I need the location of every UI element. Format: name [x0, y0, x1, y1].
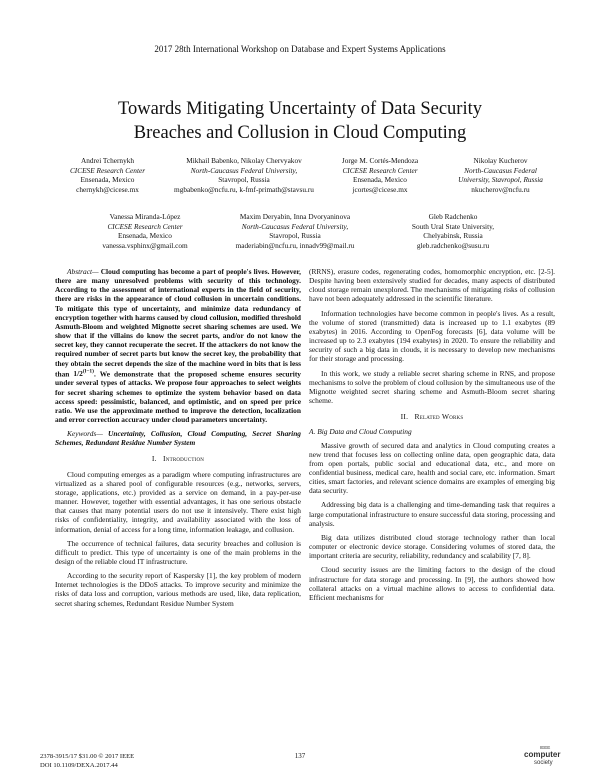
- author-location: Ensenada, Mexico: [118, 231, 172, 241]
- paragraph: (RRNS), erasure codes, regenerating codes, homomorphic encryption, etc. [2-5]. Despite having been extensively studied for decades, many aspects of distributed cloud storage remain unexplored. The mechanisms of mitigating risks of collusion have not been adequately addressed in the scientific literature.: [309, 267, 555, 304]
- author-name: Nikolay Kucherov: [473, 156, 528, 165]
- keywords-lead: Keywords—: [67, 429, 103, 439]
- paragraph: Addressing big data is a challenging and time-demanding task that requires a large computational infrastructure to ensure successful data storing, processing and analysis.: [309, 500, 555, 528]
- abstract-text-b: . We demonstrate that the proposed scheme ensures security under several types of attacks. We propose four approaches to select weights for secret sharing schemes to optimize the system behavior based on data access speed: pessimistic, balanced, and optimistic, and on speed per price ratio. We use the approximate method to improve the detection, localization and error correction accuracy under cloud parameters uncertainty.: [55, 369, 301, 424]
- section-heading-related: II. Related Works: [400, 412, 464, 422]
- section-heading-intro: I. Introduction: [151, 454, 205, 464]
- author-name: Mikhail Babenko, Nikolay Chervyakov: [186, 156, 302, 165]
- author-block: [325, 156, 435, 194]
- paragraph: According to the security report of Kaspersky [1], the key problem of modern Internet technologies is the DDoS attacks. To improve security and minimize the risks of data loss and corruption, various methods are used, like, data replication, secret sharing schemes, Redundant Residue Number System: [55, 571, 301, 608]
- paragraph: In this work, we study a reliable secret sharing scheme in RNS, and propose mechanisms to solve the problem of cloud collusion by the simultaneous use of the Mignotte weighted secret sharing scheme and Asmuth-Bloom secret sharing scheme.: [309, 368, 555, 406]
- right-column: [309, 267, 555, 607]
- author-affiliation: CICESE Research Center: [69, 165, 146, 175]
- conference-header: 2017 28th International Workshop on Database and Expert Systems Applications: [154, 44, 446, 54]
- author-affiliation: CICESE Research Center: [342, 165, 418, 175]
- title-line-2: Breaches and Collusion in Cloud Computing: [133, 123, 467, 143]
- author-affiliation: CICESE Research Center: [107, 221, 183, 231]
- author-email: gleb.radchenko@susu.ru: [416, 240, 490, 250]
- author-location: Ensenada, Mexico: [353, 175, 407, 185]
- page-number: 137: [294, 752, 306, 760]
- logo-text-bot: society: [534, 760, 553, 766]
- author-block: [438, 156, 563, 194]
- footer-doi: DOI 10.1109/DEXA.2017.44: [40, 762, 118, 769]
- paragraph: Cloud security issues are the limiting factors to the design of the cloud infrastructure for data storage and processing. In [9], the authors showed how collateral attacks on a virtual machine allows to access to confidential data. Efficient mechanisms for: [309, 565, 555, 602]
- title-line-1: Towards Mitigating Uncertainty of Data Security: [118, 99, 482, 119]
- author-block: [50, 156, 165, 194]
- author-location: Stavropol, Russia: [269, 231, 321, 241]
- paper-title: [40, 97, 560, 145]
- logo-text-mid: computer: [524, 750, 561, 759]
- author-email: vanessa.vsphinx@gmail.com: [102, 240, 188, 250]
- author-name: Andrei Tchernykh: [80, 156, 135, 165]
- author-block: [170, 156, 318, 194]
- keywords-text: Uncertainty, Collusion, Cloud Computing, Secret Sharing Schemes, Redundant Residue Number System: [55, 429, 301, 448]
- author-affiliation: North-Caucasus Federal University,: [241, 221, 349, 231]
- paragraph: Cloud computing emerges as a paradigm where computing infrastructures are virtualized as a shared pool of configurable resources (e.g., networks, servers, storage, applications, etc.) provided as a service on demand, in a pay-per-use manner. However, together with essential advantages, it has one serious obstacle that causes that many potential users do not use it intensively. There exist high risks of confidentiality, integrity, and availability associated with the loss of information, denial of access for a long time, information leakage, and collusion.: [55, 469, 301, 534]
- author-email: jcortes@cicese.mx: [352, 184, 408, 194]
- author-block: [388, 212, 518, 250]
- author-block: [220, 212, 370, 250]
- paragraph: Big data utilizes distributed cloud storage technology rather than local computer or electronic device storage. Considering volumes of stored data, the important criteria are security, reliability, redundancy and scalability [7, 8].: [309, 532, 555, 561]
- left-column: [55, 267, 301, 613]
- author-name: Vanessa Miranda-López: [109, 212, 181, 221]
- author-block: [80, 212, 210, 250]
- author-location: Ensenada, Mexico: [80, 175, 135, 185]
- abstract-formula: $1/2^{(l-1)}$: [73, 368, 94, 379]
- author-name: Gleb Radchenko: [428, 212, 478, 221]
- paragraph: The occurrence of technical failures, data security breaches and collusion is difficult to predict. This type of uncertainty is one of the main problems in the design of the reliable cloud IT infrastructure.: [55, 538, 301, 566]
- author-location: Chelyabinsk, Russia: [423, 231, 483, 241]
- subsection-heading: A. Big Data and Cloud Computing: [309, 427, 412, 437]
- author-email: mgbabenko@ncfu.ru, k-fmf-primath@stavsu.ru: [174, 184, 314, 194]
- author-email: chernykh@cicese.mx: [76, 184, 139, 194]
- logo-text-top: IEEE: [540, 745, 551, 750]
- paragraph: Information technologies have become common in people's lives. As a result, the volume of stored (transmitted) data is increased up to 1.1 exabytes (89 exabytes) in 2016. According to OpenFog forecasts [6], data volume will be increased up to 2.3 exabytes (194 exabytes) in 2020. To ensure the reliability and security of such a big data in clouds, it is necessary to develop new mechanisms for their storage and processing.: [309, 308, 555, 364]
- author-affiliation: South Ural State University,: [411, 221, 495, 231]
- abstract-text-a: Cloud computing has become a part of people's lives. However, there are many unresolved problems with security of this technology. According to the assessment of international experts in the field of security, there are risks in the appearance of cloud collusion in uncertain conditions. To mitigate this type of uncertainty, and minimize data redundancy of encryption together with harms caused by cloud collusion, modified threshold Asmuth-Bloom and weighted Mignotte secret sharing schemes are used. We show that if the villains do know the secret parts, and/or do not know the secret key, they cannot recuperate the secret. If the attackers do not know the required number of secret parts but know the secret key, the probability that they obtain the secret depends the size of the machine word in bits that is less than: [55, 267, 301, 379]
- author-affiliation: North-Caucasus Federal: [464, 165, 537, 175]
- author-email: nkucherov@ncfu.ru: [471, 184, 530, 194]
- keywords: [55, 429, 301, 447]
- footer-issn: 2378-3915/17 $31.00 © 2017 IEEE: [40, 753, 135, 760]
- author-name: Maxim Deryabin, Inna Dvoryaninova: [239, 212, 351, 221]
- ieee-computer-society-logo: [520, 745, 562, 769]
- abstract-lead: Abstract—: [67, 267, 99, 276]
- author-location: Stavropol, Russia: [218, 175, 270, 185]
- author-name: Jorge M. Cortés-Mendoza: [341, 156, 419, 165]
- author-location: University, Stavropol, Russia: [458, 175, 543, 185]
- author-affiliation: North-Caucasus Federal University,: [190, 165, 298, 175]
- paragraph: Massive growth of secured data and analytics in Cloud computing creates a new trend that focuses less on collecting online data, open geographic data, data from open portals, public social and educational data, etc., and more on confidential business, medical care, health and social care, etc. information. Smart cities, smart factories, and relevant science domains are examples of emerging big data security.: [309, 440, 555, 496]
- author-email: maderiabin@ncfu.ru, innadv99@mail.ru: [235, 240, 355, 250]
- abstract: [55, 267, 301, 424]
